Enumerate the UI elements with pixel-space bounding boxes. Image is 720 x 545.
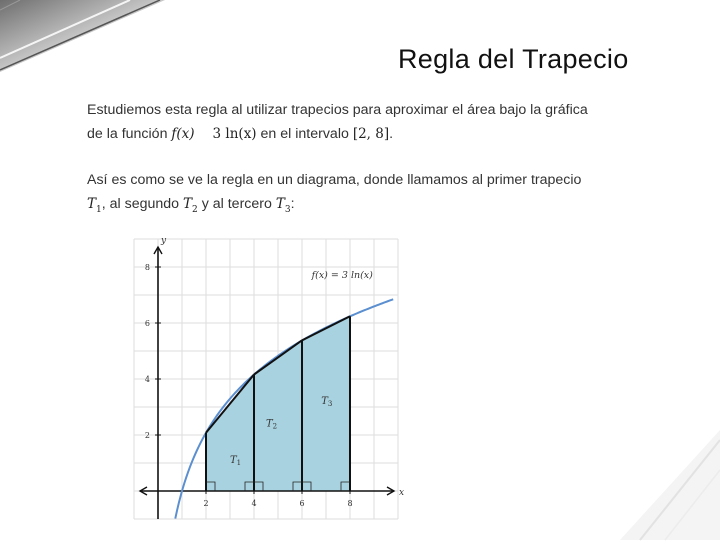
intro-prefix: de la función	[87, 126, 168, 142]
para2-end: :	[290, 196, 295, 212]
trapezoid-label-subscript: 3	[327, 400, 333, 409]
slide-title: Regla del Trapecio	[398, 44, 629, 74]
trapezoid-fill-2	[254, 340, 302, 491]
function-name: f(x)	[171, 126, 195, 142]
t1-subscript: 1	[96, 204, 102, 215]
decorative-corner-bottom-right	[620, 430, 720, 540]
intro-mid: en el intervalo	[260, 126, 349, 142]
decorative-corner-top-left	[0, 0, 180, 80]
paragraph-intro-line2	[87, 122, 588, 146]
para2-mid1: , al segundo	[101, 196, 180, 212]
t3-subscript: 3	[284, 204, 291, 215]
paragraph-intro	[87, 98, 588, 146]
para2-mid2: y al tercero	[201, 196, 272, 212]
trapezoid-diagram	[80, 232, 405, 529]
function-label: f(x) = 3 ln(x)	[311, 270, 373, 282]
t1-symbol: T	[87, 196, 97, 212]
x-tick-label: 8	[347, 499, 353, 508]
trapezoid-chart-svg	[80, 232, 405, 524]
trapezoid-label-3: $T_3$	[321, 396, 333, 409]
trapezoid-label-subscript: 1	[236, 459, 242, 467]
trapezoid-label-subscript: 2	[272, 422, 278, 431]
intro-end: .	[389, 126, 394, 142]
trapezoid-label-2: $T_2$	[266, 418, 278, 431]
y-axis-label: y	[161, 236, 167, 246]
paragraph-diagram-line1: Así es como se ve la regla en un diagrama, donde llamamos al primer trapecio	[87, 172, 582, 188]
interval: [2, 8]	[352, 126, 390, 142]
x-tick-label: 4	[251, 499, 257, 508]
y-tick-label: 2	[144, 431, 150, 440]
trapezoid-label-1: $T_1$	[230, 455, 242, 467]
paragraph-diagram-intro	[87, 168, 581, 222]
t3-symbol: T	[275, 196, 285, 212]
y-tick-label: 8	[144, 263, 150, 272]
x-tick-label: 2	[203, 499, 209, 508]
t2-symbol: T	[183, 196, 193, 212]
paragraph-diagram-line2	[87, 192, 581, 222]
y-tick-label: 6	[144, 319, 150, 328]
x-axis-label: x	[399, 488, 405, 498]
paragraph-intro-line1: Estudiemos esta regla al utilizar trapecios para aproximar el área bajo la gráfica	[87, 102, 588, 118]
function-expression: 3 ln(x)	[212, 126, 257, 142]
x-tick-label: 6	[299, 499, 305, 508]
t2-subscript: 2	[192, 204, 198, 215]
y-tick-label: 4	[144, 375, 150, 384]
